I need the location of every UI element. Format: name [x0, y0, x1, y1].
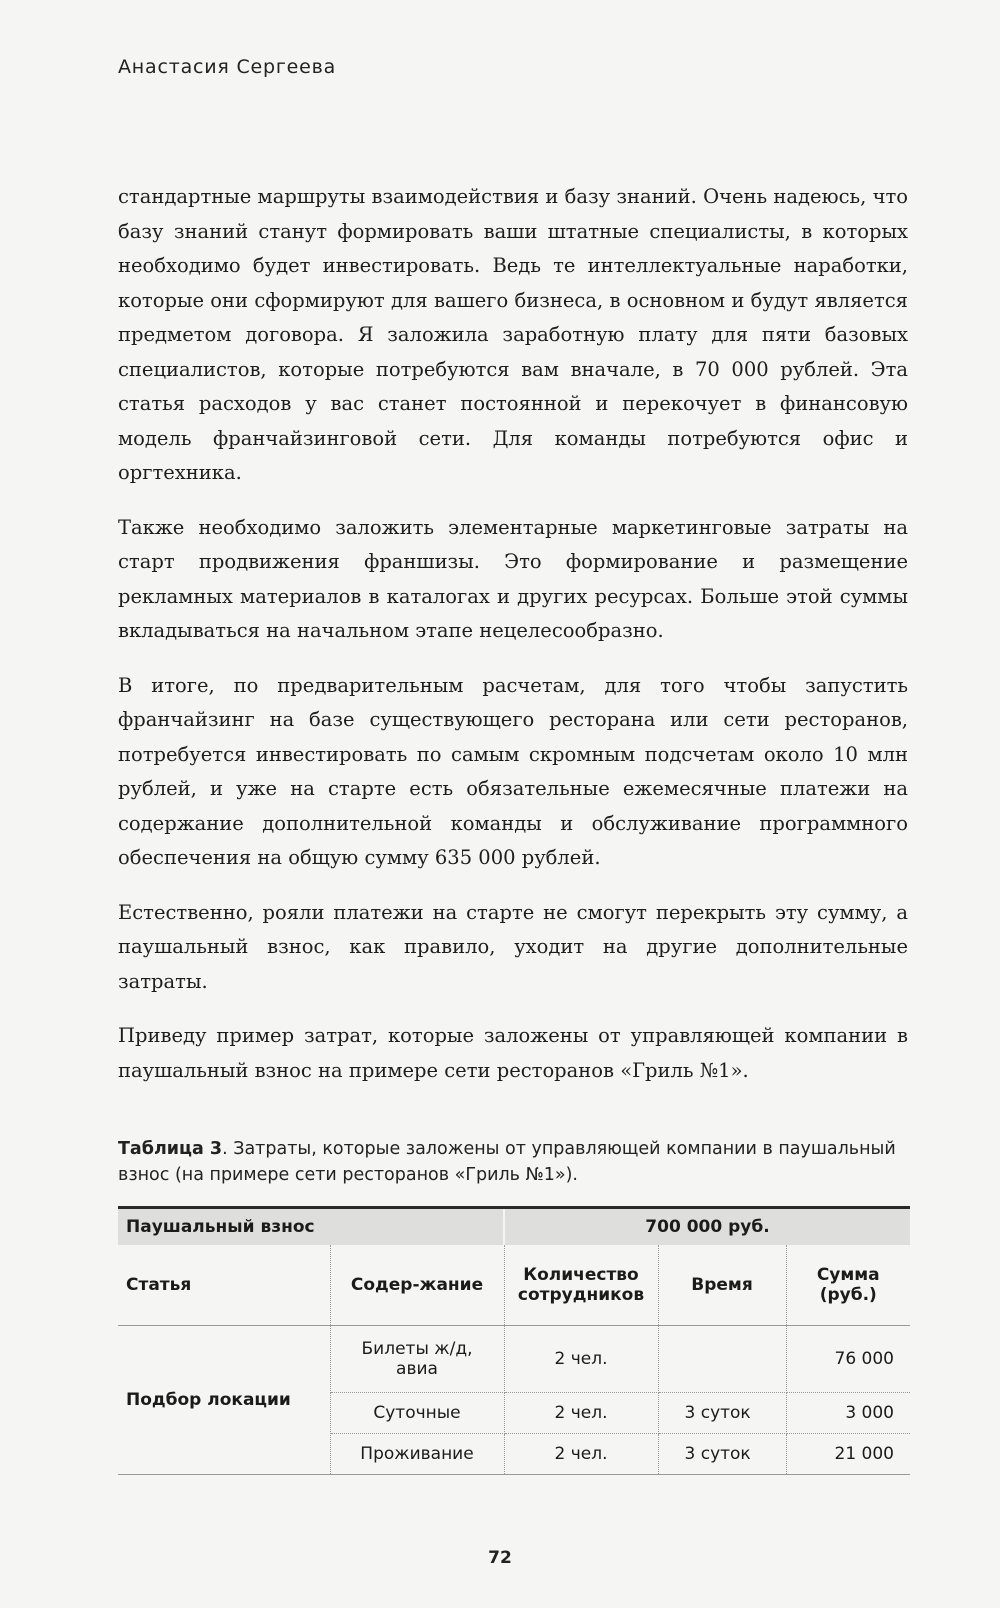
table-caption-text: . Затраты, которые заложены от управляющей компании в паушальный взнос (на примере сети ресторанов «Гриль №1»).	[118, 1139, 896, 1185]
cell-content: Проживание	[330, 1434, 504, 1475]
paragraph: Приведу пример затрат, которые заложены от управляющей компании в паушальный взнос на примере сети ресторанов «Гриль №1».	[118, 1024, 908, 1082]
cell-sum: 21 000	[786, 1434, 910, 1475]
table-total-row	[118, 1208, 910, 1246]
header-time: Время	[658, 1245, 786, 1326]
table-caption	[118, 1136, 908, 1188]
paragraph: Естественно, рояли платежи на старте не смогут перекрыть эту сумму, а паушальный взнос, как правило, уходит на другие дополнительные затраты.	[118, 900, 908, 993]
costs-table	[118, 1206, 910, 1475]
cell-time: 3 суток	[658, 1434, 786, 1475]
header-article: Статья	[118, 1245, 330, 1326]
header-sum: Сумма (руб.)	[786, 1245, 910, 1326]
cell-staff: 2 чел.	[504, 1434, 658, 1475]
paragraph: стандартные маршруты взаимодействия и базу знаний. Очень надеюсь, что базу знаний станут формировать ваши штатные специалисты, в которых необходимо будет инвестировать. Ведь те интеллектуальные наработки, которые они сформируют для вашего бизнеса, в основном и будут является предметом договора. Я заложила заработную плату для пяти базовых специалистов, которые потребуются вам вначале, в 70 000 рублей. Эта статья расходов у вас станет постоянной и перекочует в финансовую модель франчайзинговой сети. Для команды потребуются офис и оргтехника.	[118, 185, 908, 484]
group-location: Подбор локации	[118, 1326, 330, 1475]
cell-time	[658, 1326, 786, 1393]
cell-staff: 2 чел.	[504, 1393, 658, 1434]
table-row	[118, 1326, 910, 1393]
running-head-author: Анастасия Сергеева	[118, 56, 337, 78]
header-staff: Количество сотрудников	[504, 1245, 658, 1326]
total-label: Паушальный взнос	[118, 1208, 504, 1246]
cell-sum: 3 000	[786, 1393, 910, 1434]
cell-content: Билеты ж/д, авиа	[330, 1326, 504, 1393]
cell-time: 3 суток	[658, 1393, 786, 1434]
cell-content: Суточные	[330, 1393, 504, 1434]
paragraph: Также необходимо заложить элементарные маркетинговые затраты на старт продвижения франшизы. Это формирование и размещение рекламных материалов в каталогах и других ресурсах. Больше этой суммы вкладываться на начальном этапе нецелесообразно.	[118, 515, 908, 642]
total-value: 700 000 руб.	[504, 1208, 910, 1246]
table-header-row	[118, 1245, 910, 1326]
table-caption-label: Таблица 3	[118, 1139, 223, 1159]
body-text	[118, 180, 908, 1108]
header-content: Содер-жание	[330, 1245, 504, 1326]
paragraph: В итоге, по предварительным расчетам, для того чтобы запустить франчайзинг на базе существующего ресторана или сети ресторанов, потребуется инвестировать по самым скромным подсчетам около 10 млн рублей, и уже на старте есть обязательные ежемесячные платежи на содержание дополнительной команды и обслуживание программного обеспечения на общую сумму 635 000 рублей.	[118, 673, 908, 869]
cell-sum: 76 000	[786, 1326, 910, 1393]
page-number: 72	[488, 1548, 512, 1568]
cell-staff: 2 чел.	[504, 1326, 658, 1393]
